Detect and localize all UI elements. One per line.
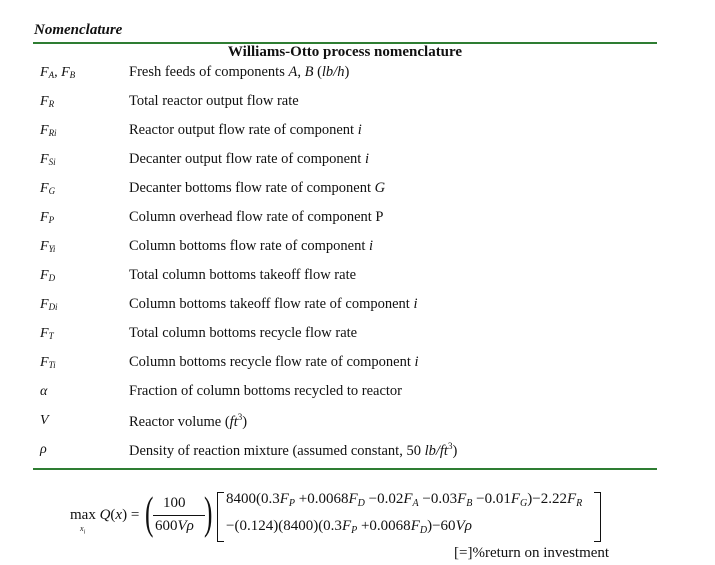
row-description: Total column bottoms recycle flow rate (129, 325, 358, 341)
row-symbol: $F_A$, $F_B$ (40, 65, 76, 80)
row-symbol: $F_{Yi}$ (40, 239, 56, 254)
equation-lhs-subscript: $x_i$ (80, 524, 86, 536)
equation-lhs: max Q(x) = (70, 507, 140, 523)
left-bracket (217, 492, 224, 542)
row-description: Fraction of column bottoms recycled to reactor (129, 383, 402, 399)
row-symbol: $F_G$ (40, 181, 56, 196)
row-symbol: $F_{Ri}$ (40, 123, 57, 138)
row-symbol: $F_{Si}$ (40, 152, 56, 167)
right-bracket (594, 492, 601, 542)
row-description: Decanter bottoms flow rate of component G (129, 180, 386, 196)
row-symbol: $F_{Ti}$ (40, 355, 56, 370)
row-description: Total reactor output flow rate (129, 93, 299, 109)
row-symbol: $F_D$ (40, 268, 56, 283)
row-symbol: ρ (40, 442, 47, 457)
row-description: Column bottoms takeoff flow rate of component i (129, 296, 418, 312)
fraction-numerator: 100 (163, 495, 186, 511)
table-title: Williams-Otto process nomenclature (227, 44, 463, 60)
section-title: Nomenclature (34, 22, 123, 38)
row-description: Reactor output flow rate of component i (129, 122, 362, 138)
row-description: Decanter output flow rate of component i (129, 151, 369, 167)
row-symbol: α (40, 384, 48, 399)
row-description: Reactor volume $(ft^3)$ (129, 412, 248, 430)
equation-line-1: $8400(0.3F_P +0.0068F_D -0.02F_A -0.03F_B -0.01F_G)-2.22F_R$ (226, 491, 583, 509)
row-symbol: $F_{Di}$ (40, 297, 58, 312)
row-symbol: $F_T$ (40, 326, 54, 341)
fraction-bar (153, 515, 205, 516)
row-description: Total column bottoms takeoff flow rate (129, 267, 357, 283)
row-symbol: $F_P$ (40, 210, 55, 225)
row-symbol: $F_R$ (40, 94, 55, 109)
row-description: Column bottoms recycle flow rate of component i (129, 354, 419, 370)
fraction-denominator: 600Vρ (155, 518, 194, 534)
left-paren: ( (145, 487, 154, 538)
row-description: Fresh feeds of components A, B (lb/h) (129, 64, 350, 80)
right-paren: ) (204, 487, 213, 538)
row-symbol: V (40, 413, 49, 428)
row-description: Column overhead flow rate of component P (129, 209, 384, 225)
row-description: Column bottoms flow rate of component i (129, 238, 374, 254)
equation-units: [=]%return on investment (454, 545, 610, 561)
row-description: Density of reaction mixture (assumed constant, 50 $lb/ft^3$) (129, 441, 458, 459)
equation-line-2: $-(0.124)(8400)(0.3F_P +0.0068F_D)-60V\rho$ (226, 518, 472, 536)
